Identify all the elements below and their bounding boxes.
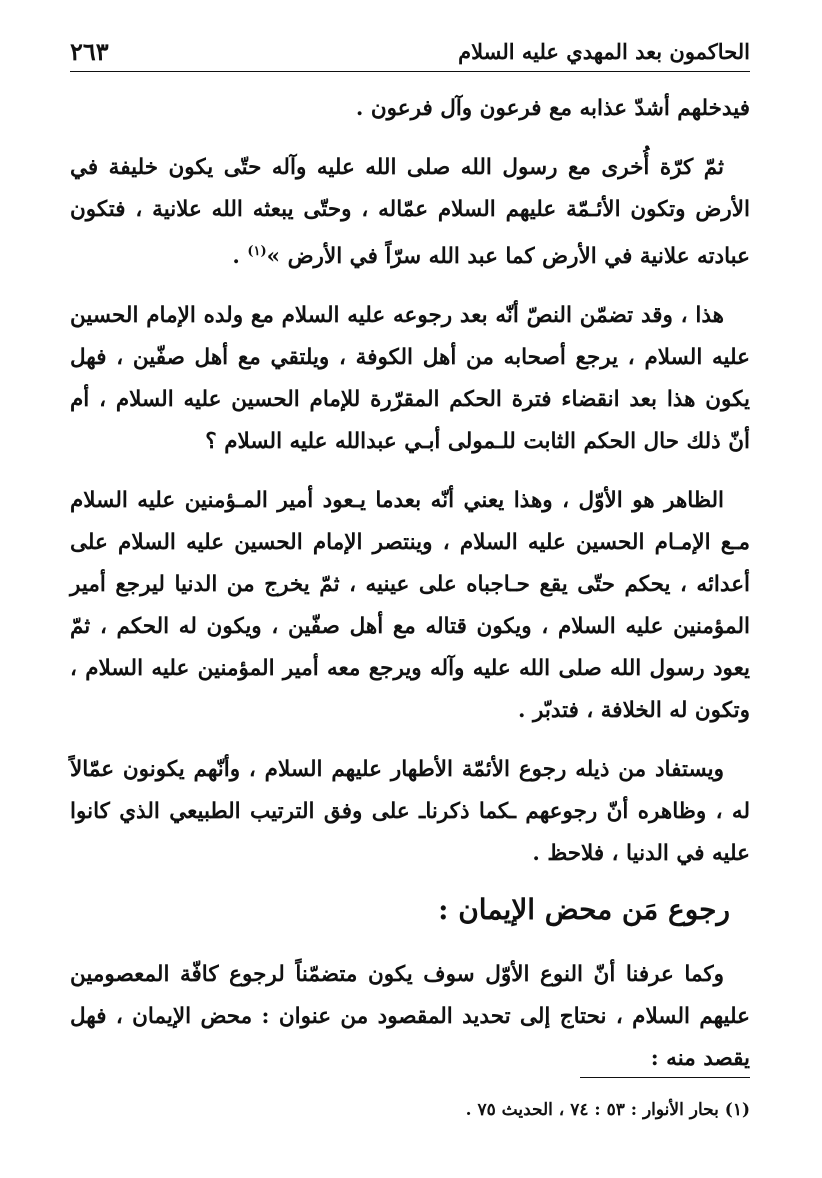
section-text — [70, 954, 750, 1080]
running-title: الحاكمون بعد المهدي عليه السلام — [458, 39, 750, 64]
section-heading: رجوع مَن محض الإيمان : — [438, 893, 730, 926]
footnote-divider — [580, 1077, 750, 1078]
paragraph: ثمّ كرّة أُخرى مع رسول الله صلى الله عليه وآله حتّى يكون خليفة في الأرض وتكون الأئـمّة عليهم السلام عمّاله ، وحتّى يبعثه الله علانية ، فتكون عبادته علانية في الأرض كما عبد الله سرّاً في الأرض »$^{(١)}$ . — [70, 155, 750, 270]
main-text — [70, 88, 750, 892]
paragraph: ويستفاد من ذيله رجوع الأئمّة الأطهار عليهم السلام ، وأنّهم يكونون عمّالاً له ، وظاهره أنّ رجوعهم ـكما ذكرناـ على وفق الترتيب الطبيعي الذي كانوا عليه في الدنيا ، فلاحظ . — [70, 757, 750, 867]
running-header — [70, 32, 750, 72]
footnote: (١) بحار الأنوار : ٥٣ : ٧٤ ، الحديث ٧٥ . — [465, 1100, 750, 1120]
paragraph: الظاهر هو الأوّل ، وهذا يعني أنّه بعدما يـعود أمير المـؤمنين عليه السلام مـع الإمـام الحسين عليه السلام ، وينتصر الإمام الحسين عليه السلام على أعدائه ، يحكم حتّى يقع حـاجباه على عينيه ، ثمّ يخرج من الدنيا ليرجع أمير المؤمنين عليه السلام ، ويكون قتاله مع أهل صفّين ، ويكون له الحكم ، ثمّ يعود رسول الله صلى الله عليه وآله ويرجع معه أمير المؤمنين عليه السلام ، وتكون له الخلافة ، فتدبّر . — [70, 488, 750, 724]
paragraph: وكما عرفنا أنّ النوع الأوّل سوف يكون متضمّناً لرجوع كافّة المعصومين عليهم السلام ، نحتاج إلى تحديد المقصود من عنوان : محض الإيمان ، فهل يقصد منه : — [70, 962, 750, 1071]
page-number: ٢٦٣ — [70, 37, 109, 66]
paragraph: هذا ، وقد تضمّن النصّ أنّه بعد رجوعه عليه السلام مع ولده الإمام الحسين عليه السلام ، يرجع أصحابه من أهل الكوفة ، ويلتقي مع أهل صفّين ، فهل يكون هذا بعد انقضاء فترة الحكم المقرّرة للإمام الحسين عليه السلام ، أم أنّ ذلك حال الحكم الثابت للـمولى أبـي عبدالله عليه السلام ؟ — [70, 303, 750, 455]
paragraph-text: ثمّ كرّة أُخرى مع رسول الله صلى الله عليه وآله حتّى يكون خليفة في الأرض وتكون الأئـمّة عليهم السلام عمّاله ، وحتّى يبعثه الله علانية ، فتكون عبادته علانية في الأرض كما عبد الله سرّاً في الأرض » — [70, 155, 750, 270]
paragraph: فيدخلهم أشدّ عذابه مع فرعون وآل فرعون . — [355, 96, 750, 121]
footnote-reference: (١) — [247, 244, 267, 259]
